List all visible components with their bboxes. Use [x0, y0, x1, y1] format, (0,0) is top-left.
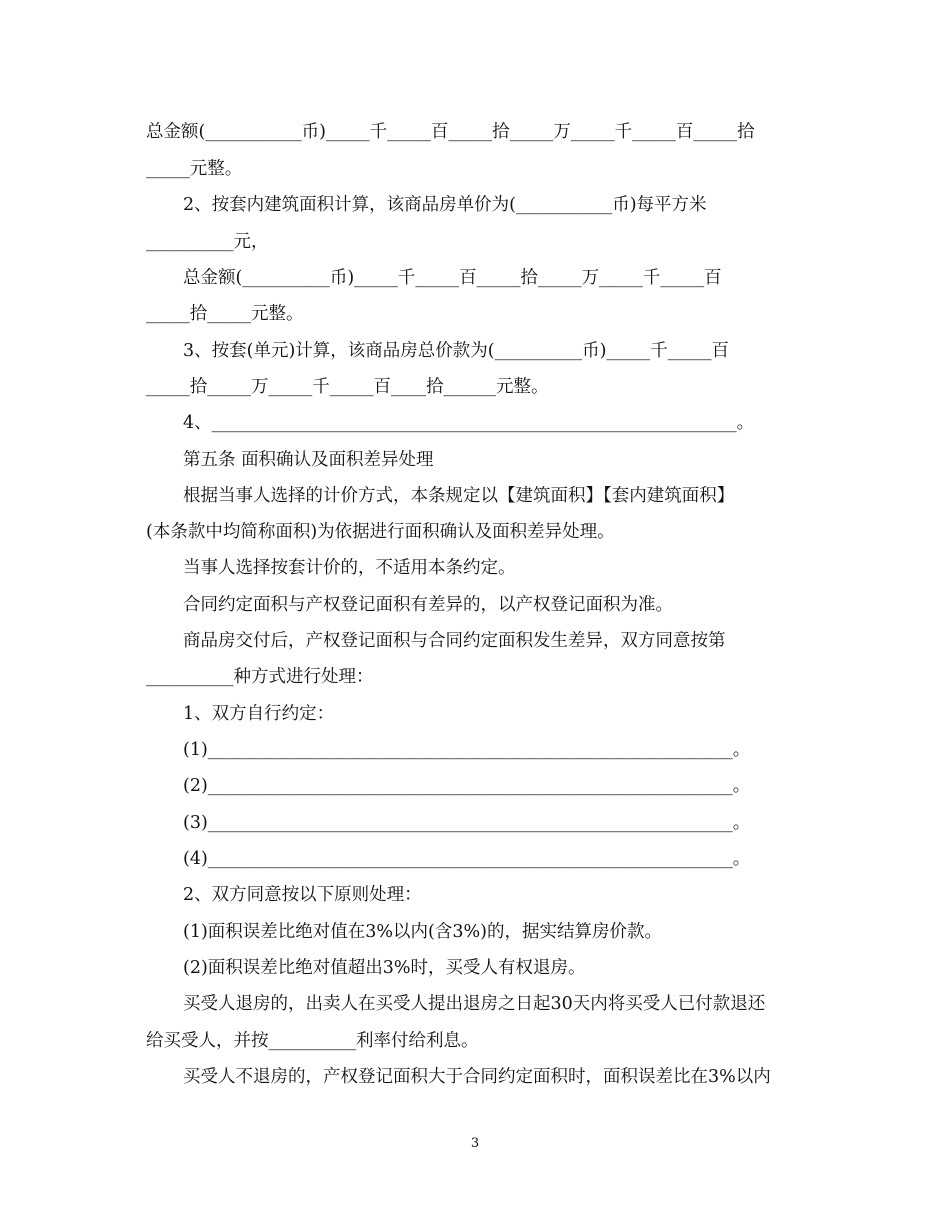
text-line: _____元整。 [146, 159, 243, 179]
text-line: 当事人选择按套计价的，不适用本条约定。 [183, 558, 516, 578]
text-line: 根据当事人选择的计价方式，本条规定以【建筑面积】【套内建筑面积】 [183, 486, 735, 506]
text-line: 4、____________________________________________________________。 [183, 413, 755, 433]
text-line: 买受人不退房的，产权登记面积大于合同约定面积时，面积误差比在3%以内 [183, 1067, 771, 1087]
text-line: (3)____________________________________________________________。 [183, 813, 751, 833]
text-line: 买受人退房的，出卖人在买受人提出退房之日起30天内将买受人已付款退还 [183, 994, 766, 1014]
page-number: 3 [470, 1136, 480, 1151]
text-line: (2)____________________________________________________________。 [183, 776, 751, 796]
text-line: __________种方式进行处理： [146, 667, 374, 687]
text-line: (2)面积误差比绝对值超出3%时，买受人有权退房。 [183, 958, 586, 978]
text-line: __________元， [146, 232, 269, 252]
text-line: (本条款中均简称面积)为依据进行面积确认及面积差异处理。 [146, 522, 615, 542]
text-line: 1、双方自行约定： [183, 704, 335, 724]
text-line: _____拾_____元整。 [146, 304, 304, 324]
text-line: (1)____________________________________________________________。 [183, 740, 751, 760]
text-line: (1)面积误差比绝对值在3%以内(含3%)的，据实结算房价款。 [183, 922, 662, 942]
text-line: 3、按套(单元)计算，该商品房总价款为(__________币)_____千_____百 [183, 341, 729, 361]
text-line: 总金额(__________币)_____千_____百_____拾_____万_____千_____百 [183, 268, 722, 288]
text-line: 给买受人，并按__________利率付给利息。 [146, 1031, 479, 1051]
text-line: _____拾_____万_____千_____百____拾______元整。 [146, 377, 549, 397]
text-line: 合同约定面积与产权登记面积有差异的，以产权登记面积为准。 [183, 595, 673, 615]
text-line: 2、双方同意按以下原则处理： [183, 885, 422, 905]
text-line: 商品房交付后，产权登记面积与合同约定面积发生差异，双方同意按第 [183, 631, 726, 651]
text-line: 2、按套内建筑面积计算，该商品房单价为(___________币)每平方米 [183, 195, 707, 215]
section-heading: 第五条 面积确认及面积差异处理 [183, 450, 434, 470]
text-line: 总金额(___________币)_____千_____百_____拾_____万_____千_____百_____拾 [146, 122, 755, 142]
text-line: (4)____________________________________________________________。 [183, 849, 751, 869]
